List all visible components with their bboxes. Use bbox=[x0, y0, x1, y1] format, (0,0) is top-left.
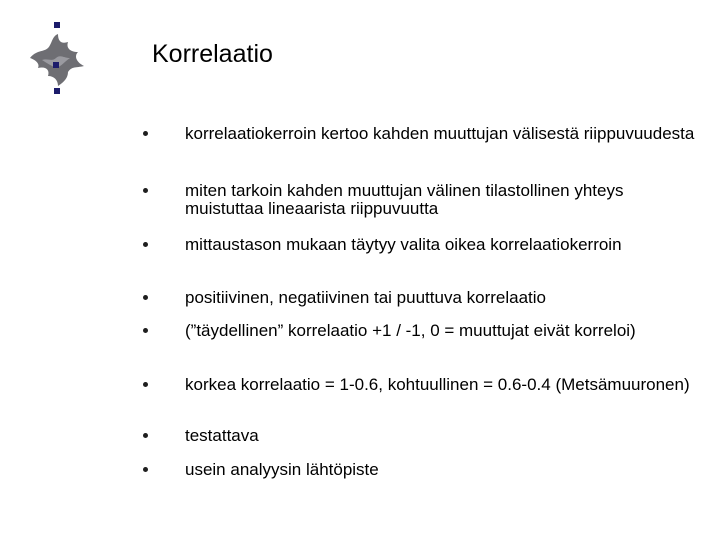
bullet-text: positiivinen, negatiivinen tai puuttuva korrelaatio bbox=[185, 288, 547, 307]
bullet-icon bbox=[143, 467, 148, 472]
list-item bbox=[143, 125, 703, 143]
bullet-icon bbox=[143, 328, 148, 333]
bullet-icon bbox=[143, 295, 148, 300]
bullet-icon bbox=[143, 433, 148, 438]
bullet-icon bbox=[143, 188, 148, 193]
page-title: Korrelaatio bbox=[152, 40, 273, 68]
bullet-text: testattava bbox=[185, 426, 259, 445]
list-item bbox=[143, 461, 703, 479]
bullet-icon bbox=[143, 242, 148, 247]
bullet-text: korrelaatiokerroin kertoo kahden muuttujan välisestä riippuvuudesta bbox=[185, 124, 695, 143]
list-item bbox=[143, 182, 703, 218]
list-item bbox=[143, 427, 703, 445]
bullet-text: usein analyysin lähtöpiste bbox=[185, 460, 379, 479]
bullet-text: mittaustason mukaan täytyy valita oikea korrelaatiokerroin bbox=[185, 235, 622, 254]
list-item bbox=[143, 322, 703, 340]
bullet-icon bbox=[143, 382, 148, 387]
list-item bbox=[143, 236, 703, 254]
bullet-icon bbox=[143, 131, 148, 136]
bullet-text: (”täydellinen” korrelaatio +1 / -1, 0 = muuttujat eivät korreloi) bbox=[185, 321, 636, 340]
list-item bbox=[143, 289, 703, 307]
list-item bbox=[143, 376, 703, 394]
university-logo-icon bbox=[22, 22, 90, 98]
bullet-text: korkea korrelaatio = 1-0.6, kohtuullinen = 0.6-0.4 (Metsämuuronen) bbox=[185, 375, 690, 394]
bullet-text: miten tarkoin kahden muuttujan välinen tilastollinen yhteys muistuttaa lineaarista riippuvuutta bbox=[185, 181, 624, 218]
